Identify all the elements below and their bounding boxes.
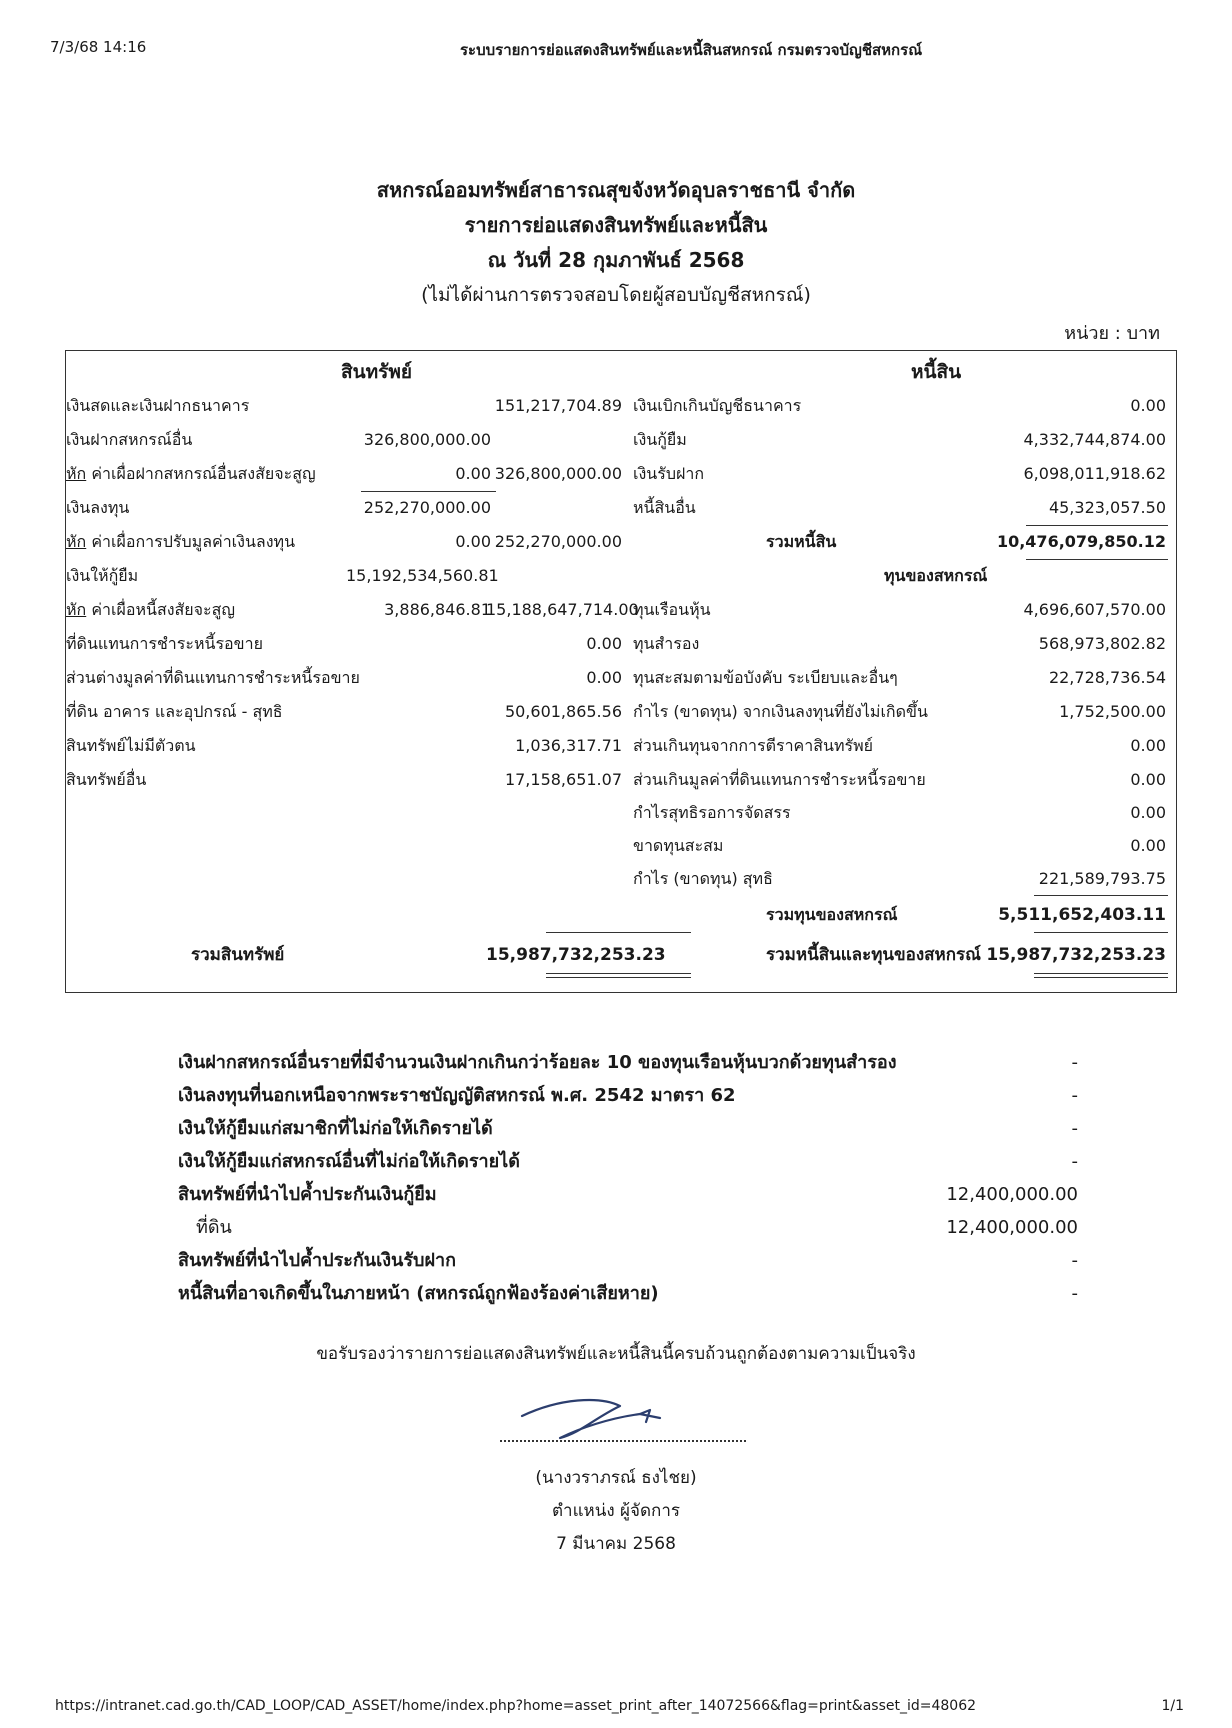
note-row (178, 1112, 1078, 1145)
equity-label: กำไร (ขาดทุน) สุทธิ (633, 869, 773, 888)
signer-position: ตำแหน่ง ผู้จัดการ (551, 1501, 680, 1521)
note-row (178, 1046, 1078, 1079)
asset-label-text: ค่าเผื่อหนี้สงสัยจะสูญ (91, 600, 236, 619)
total-top-rule (546, 932, 691, 933)
print-system-title: ระบบรายการย่อแสดงสินทรัพย์และหนี้สินสหกรณ์ กรมตรวจบัญชีสหกรณ์ (460, 41, 923, 59)
liability-value: 4,332,744,874.00 (1023, 430, 1166, 449)
equity-value: 22,728,736.54 (1048, 668, 1166, 687)
asset-sub-value: 326,800,000.00 (363, 430, 491, 449)
print-header (50, 38, 1182, 60)
liability-value: 6,098,011,918.62 (1023, 464, 1166, 483)
certification-text: ขอรับรองว่ารายการย่อแสดงสินทรัพย์และหนี้สินนี้ครบถ้วนถูกต้องตามความเป็นจริง (316, 1344, 916, 1364)
note-row (178, 1145, 1078, 1178)
report-titles (0, 172, 1232, 312)
note-label: เงินฝากสหกรณ์อื่นรายที่มีจำนวนเงินฝากเกินกว่าร้อยละ 10 ของทุนเรือนหุ้นบวกด้วยทุนสำรอง (178, 1052, 897, 1073)
note-value: - (1071, 1118, 1078, 1139)
footer-url: https://intranet.cad.go.th/CAD_LOOP/CAD_ASSET/home/index.php?home=asset_print_after_14072566&flag=print&asset_id=48062 (55, 1698, 977, 1714)
equity-value: 1,752,500.00 (1059, 702, 1166, 721)
note-value: - (1071, 1085, 1078, 1106)
total-assets-value: 15,987,732,253.23 (486, 945, 666, 965)
total-equity-value: 5,511,652,403.11 (998, 905, 1166, 925)
unit-label: หน่วย : บาท (1064, 323, 1160, 344)
print-footer (55, 1698, 1184, 1714)
asset-sub-value: 252,270,000.00 (363, 498, 491, 517)
equity-label: ขาดทุนสะสม (633, 836, 724, 855)
liability-value: 45,323,057.50 (1048, 498, 1166, 517)
note-label: เงินให้กู้ยืมแก่สหกรณ์อื่นที่ไม่ก่อให้เกิดรายได้ (178, 1151, 520, 1172)
total-liabilities-label: รวมหนี้สิน (766, 532, 837, 551)
coop-name: สหกรณ์ออมทรัพย์สาธารณสุขจังหวัดอุบลราชธานี จำกัด (376, 178, 856, 202)
liability-value: 0.00 (1130, 396, 1166, 415)
asset-sub-value: 15,192,534,560.81 (346, 566, 499, 585)
asset-label-text: ค่าเผื่อการปรับมูลค่าเงินลงทุน (91, 532, 295, 551)
asset-label: ส่วนต่างมูลค่าที่ดินแทนการชำระหนี้รอขาย (66, 668, 360, 687)
asset-sub-value: 3,886,846.81 (384, 600, 491, 619)
equity-value: 4,696,607,570.00 (1023, 600, 1166, 619)
asset-sub-value: 0.00 (455, 532, 491, 551)
page-number: 1/1 (1161, 1698, 1184, 1714)
balance-sheet (65, 350, 1177, 993)
note-row (178, 1244, 1078, 1277)
asset-label (66, 457, 316, 491)
note-value: - (1071, 1283, 1078, 1304)
note-value: - (1071, 1151, 1078, 1172)
asset-label: สินทรัพย์ไม่มีตัวตน (66, 736, 196, 755)
asset-net-value: 151,217,704.89 (494, 396, 622, 415)
note-row (178, 1211, 1078, 1244)
asset-label: ที่ดิน อาคาร และอุปกรณ์ - สุทธิ (66, 702, 283, 721)
signer-block (0, 1462, 1232, 1561)
equity-label: ส่วนเกินมูลค่าที่ดินแทนการชำระหนี้รอขาย (633, 770, 926, 789)
asset-label: สินทรัพย์อื่น (66, 770, 147, 789)
total-liabilities-value: 10,476,079,850.12 (996, 532, 1166, 551)
signature-icon (500, 1388, 750, 1448)
note-row (178, 1079, 1078, 1112)
signature-line (500, 1440, 746, 1442)
equity-value: 0.00 (1130, 736, 1166, 755)
note-value: 12,400,000.00 (946, 1184, 1078, 1205)
total-double-rule (1034, 973, 1168, 978)
equity-value: 568,973,802.82 (1038, 634, 1166, 653)
equity-value: 0.00 (1130, 836, 1166, 855)
asset-net-value: 252,270,000.00 (494, 532, 622, 551)
asset-sub-value: 0.00 (455, 464, 491, 483)
assets-heading: สินทรัพย์ (341, 361, 412, 383)
asset-net-value: 15,188,647,714.00 (486, 600, 639, 619)
equity-value: 0.00 (1130, 770, 1166, 789)
equity-label: ส่วนเกินทุนจากการตีราคาสินทรัพย์ (633, 736, 873, 755)
total-assets-label: รวมสินทรัพย์ (191, 945, 285, 965)
asset-label: เงินสดและเงินฝากธนาคาร (66, 396, 250, 415)
total-double-rule (546, 973, 691, 978)
liability-label: เงินกู้ยืม (633, 430, 687, 449)
signer-date: 7 มีนาคม 2568 (556, 1534, 676, 1554)
underline-rule (1026, 559, 1168, 560)
audit-note: (ไม่ได้ผ่านการตรวจสอบโดยผู้สอบบัญชีสหกรณ์) (421, 284, 811, 306)
note-label: เงินลงทุนที่นอกเหนือจากพระราชบัญญัติสหกรณ์ พ.ศ. 2542 มาตรา 62 (178, 1085, 736, 1106)
asset-label: เงินลงทุน (66, 498, 130, 517)
asset-net-value: 50,601,865.56 (504, 702, 622, 721)
less-label: หัก (66, 532, 87, 551)
asset-net-value: 0.00 (586, 634, 622, 653)
equity-value: 0.00 (1130, 803, 1166, 822)
asset-label: ที่ดินแทนการชำระหนี้รอขาย (66, 634, 263, 653)
asset-net-value: 17,158,651.07 (504, 770, 622, 789)
total-equity-label: รวมทุนของสหกรณ์ (766, 905, 898, 924)
asset-label: เงินให้กู้ยืม (66, 566, 139, 585)
equity-label: ทุนสะสมตามข้อบังคับ ระเบียบและอื่นๆ (633, 668, 898, 687)
grand-total-value: 15,987,732,253.23 (986, 945, 1166, 965)
less-label: หัก (66, 600, 87, 619)
equity-label: ทุนเรือนหุ้น (633, 600, 711, 619)
grand-total-label: รวมหนี้สินและทุนของสหกรณ์ (766, 945, 981, 965)
note-value: 12,400,000.00 (946, 1217, 1078, 1238)
report-name: รายการย่อแสดงสินทรัพย์และหนี้สิน (464, 213, 768, 237)
equity-value: 221,589,793.75 (1038, 869, 1166, 888)
equity-label: กำไร (ขาดทุน) จากเงินลงทุนที่ยังไม่เกิดขึ้น (633, 702, 928, 721)
asset-label-text: ค่าเผื่อฝากสหกรณ์อื่นสงสัยจะสูญ (91, 464, 316, 483)
disclosure-notes (178, 1046, 1078, 1310)
equity-label: ทุนสำรอง (633, 634, 700, 653)
less-label: หัก (66, 464, 87, 483)
liability-label: หนี้สินอื่น (633, 498, 696, 517)
asset-label (66, 525, 295, 559)
asset-label (66, 593, 235, 627)
note-label: ที่ดิน (196, 1217, 232, 1238)
note-label: หนี้สินที่อาจเกิดขึ้นในภายหน้า (สหกรณ์ถูกฟ้องร้องค่าเสียหาย) (178, 1283, 659, 1304)
asset-label: เงินฝากสหกรณ์อื่น (66, 430, 193, 449)
note-value: - (1071, 1250, 1078, 1271)
underline-rule (1034, 895, 1168, 896)
note-label: เงินให้กู้ยืมแก่สมาชิกที่ไม่ก่อให้เกิดรายได้ (178, 1118, 493, 1139)
total-top-rule (1034, 932, 1168, 933)
signer-name: (นางวราภรณ์ ธงไชย) (535, 1468, 697, 1488)
note-label: สินทรัพย์ที่นำไปค้ำประกันเงินรับฝาก (178, 1250, 456, 1271)
liability-label: เงินเบิกเกินบัญชีธนาคาร (633, 396, 802, 415)
print-timestamp: 7/3/68 14:16 (50, 38, 147, 56)
liabilities-heading: หนี้สิน (911, 361, 962, 383)
equity-heading: ทุนของสหกรณ์ (884, 566, 988, 585)
note-value: - (1071, 1052, 1078, 1073)
note-label: สินทรัพย์ที่นำไปค้ำประกันเงินกู้ยืม (178, 1184, 437, 1205)
liability-label: เงินรับฝาก (633, 464, 705, 483)
note-row (178, 1277, 1078, 1310)
report-date: ณ วันที่ 28 กุมภาพันธ์ 2568 (487, 248, 745, 272)
note-row (178, 1178, 1078, 1211)
asset-net-value: 326,800,000.00 (494, 464, 622, 483)
asset-net-value: 0.00 (586, 668, 622, 687)
asset-net-value: 1,036,317.71 (515, 736, 622, 755)
equity-label: กำไรสุทธิรอการจัดสรร (633, 803, 791, 822)
